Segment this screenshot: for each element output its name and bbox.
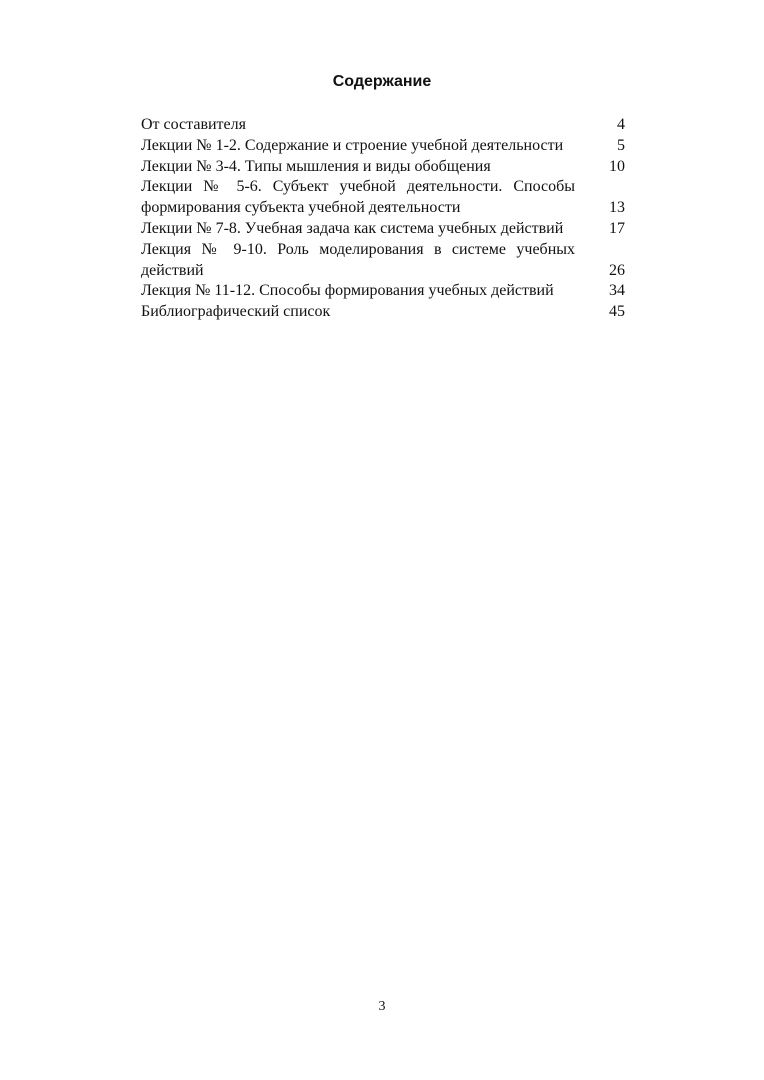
- toc-entry-page: 10: [609, 157, 625, 175]
- toc-entry-title: [141, 281, 575, 302]
- toc-entry-page: 4: [617, 116, 625, 133]
- toc-entry-page: 17: [609, 219, 625, 237]
- toc-entry-line: Лекция № 9-10. Роль моделирования в системе учебных: [141, 240, 575, 258]
- toc-entry-page: 13: [609, 199, 625, 217]
- toc-entry-title: [141, 136, 575, 157]
- toc-entry-author-note: [141, 115, 625, 136]
- toc-entry-lectures-1-2: [141, 136, 625, 157]
- toc-entry-lecture-11-12: [141, 281, 625, 302]
- toc-entry-lecture-9-10: [141, 240, 625, 282]
- toc-entry-bibliography: [141, 302, 625, 323]
- toc-entry-line: Лекции № 7-8. Учебная задача как система учебных: [141, 219, 497, 237]
- toc-entry-line: формирования субъекта учебной деятельности: [141, 199, 461, 217]
- toc-entry-page: 26: [609, 261, 625, 279]
- toc-entry-page: 5: [617, 136, 625, 154]
- toc-entry-page: 45: [609, 303, 625, 321]
- toc-entry-title: [141, 115, 575, 136]
- toc-entry-title: [141, 157, 575, 178]
- toc-entry-line: действий: [500, 219, 564, 237]
- toc-entry-line: деятельности: [471, 136, 564, 154]
- toc-entry-line: Лекция № 11-12. Способы формирования учебных: [141, 282, 488, 300]
- toc-entry-line: Лекции № 3-4. Типы мышления и виды обобщения: [141, 157, 491, 175]
- page-number: 3: [378, 999, 386, 1014]
- toc-entry-line: Лекции № 5-6. Субъект учебной деятельности. Способы: [141, 178, 575, 196]
- toc-entry-page: 34: [609, 282, 625, 300]
- toc-entry-title: [141, 240, 575, 282]
- toc-entry-line: действий: [491, 282, 554, 300]
- page-title: Содержание: [332, 73, 432, 90]
- toc-entry-line: От составителя: [141, 116, 246, 133]
- toc-entry-lectures-5-6: [141, 177, 625, 219]
- toc-entry-title: [141, 177, 575, 219]
- toc-entry-lectures-7-8: [141, 219, 625, 240]
- table-of-contents: [141, 115, 625, 323]
- toc-entry-line: Лекции № 1-2. Содержание и строение учебной: [141, 136, 468, 154]
- toc-entry-title: [141, 302, 575, 323]
- toc-entry-line: действий: [141, 261, 204, 279]
- toc-entry-lectures-3-4: [141, 157, 625, 178]
- toc-entry-title: [141, 219, 575, 240]
- toc-entry-line: Библиографический список: [141, 303, 331, 321]
